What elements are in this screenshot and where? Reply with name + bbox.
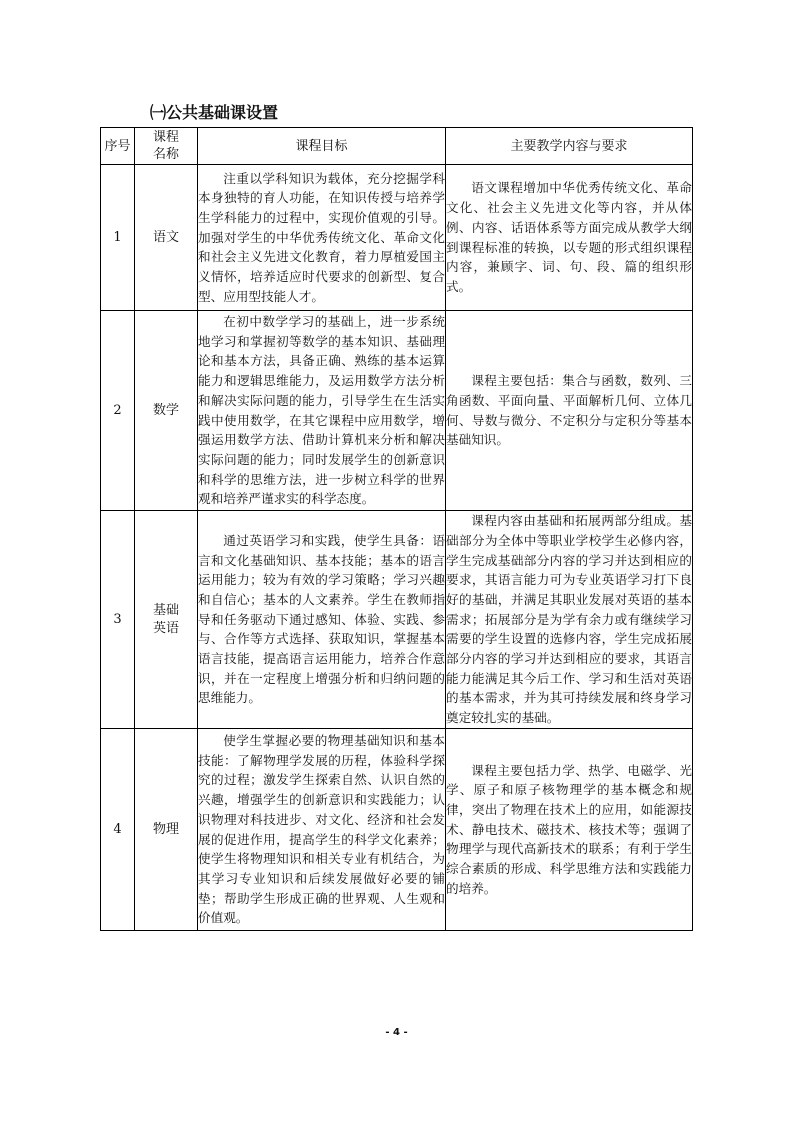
header-content: 主要教学内容与要求: [446, 128, 693, 165]
row-goal: 注重以学科知识为载体，充分挖掘学科本身独特的育人功能，在知识传授与培养学生学科能力的过程中，实现价值观的引导。加强对学生的中华优秀传统文化、革命文化和社会主义先进文化教育，着力厚植爱国主义情怀，培养适应时代要求的创新型、复合型、应用型技能人才。: [198, 165, 446, 311]
section-title: ㈠公共基础课设置: [150, 103, 279, 122]
header-goal: 课程目标: [198, 128, 446, 165]
row-goal: 在初中数学学习的基础上，进一步系统地学习和掌握初等数学的基本知识、基础理论和基本方法，具备正确、熟练的基本运算能力和逻辑思维能力，及运用数学方法分析和解决实际问题的能力，引导学生在生活实践中使用数学，在其它课程中应用数学，增强运用数学方法、借助计算机来分析和解决实际问题的能力；同时发展学生的创新意识和科学的思维方法，进一步树立科学的世界观和培养严谨求实的科学态度。: [198, 311, 446, 511]
row-content: 课程内容由基础和拓展两部分组成。基础部分为全体中等职业学校学生必修内容，学生完成基础部分内容的学习并达到相应的要求，其语言能力可为专业英语学习打下良好的基础，并满足其职业发展对英语的基本需求；拓展部分是为学有余力或有继续学习需要的学生设置的选修内容，学生完成拓展部分内容的学习并达到相应的要求，其语言能力能满足其今后工作、学习和生活对英语的基本需求，并为其可持续发展和终身学习奠定较扎实的基础。: [446, 511, 693, 729]
row-course-name: 语文: [135, 165, 198, 311]
table-row: [101, 511, 693, 729]
row-course-name: 数学: [135, 311, 198, 511]
row-goal: 使学生掌握必要的物理基础知识和基本技能：了解物理学发展的历程，体验科学探究的过程；激发学生探索自然、认识自然的兴趣，增强学生的创新意识和实践能力；认识物理对科技进步、对文化、经济和社会发展的促进作用，提高学生的科学文化素养；使学生将物理知识和相关专业有机结合，为其学习专业知识和后续发展做好必要的铺垫；帮助学生形成正确的世界观、人生观和价值观。: [198, 729, 446, 931]
page-number: - 4 -: [385, 1027, 408, 1038]
table-row: [101, 165, 693, 311]
header-num: 序号: [101, 128, 135, 165]
row-num: 4: [101, 729, 135, 931]
table-row: [101, 311, 693, 511]
table-header-row: [101, 128, 693, 165]
row-num: 3: [101, 511, 135, 729]
row-num: 1: [101, 165, 135, 311]
row-goal: 通过英语学习和实践，使学生具备：语言和文化基础知识、基本技能；基本的语言运用能力；较为有效的学习策略；学习兴趣和自信心；基本的人文素养。学生在教师指导和任务驱动下通过感知、体验、实践、参与、合作等方式选择、获取知识，掌握基本语言技能，提高语言运用能力，培养合作意识，并在一定程度上增强分析和归纳问题的思维能力。: [198, 511, 446, 729]
row-content: 课程主要包括力学、热学、电磁学、光学、原子和原子核物理学的基本概念和规律，突出了物理在技术上的应用，如能源技术、静电技术、磁技术、核技术等；强调了物理学与现代高新技术的联系；有利于学生综合素质的形成、科学思维方法和实践能力的培养。: [446, 729, 693, 931]
row-course-name: 基础英语: [135, 511, 198, 729]
row-course-name: 物理: [135, 729, 198, 931]
header-name: 课程名称: [135, 128, 198, 165]
table-row: [101, 729, 693, 931]
row-content: 课程主要包括：集合与函数，数列、三角函数、平面向量、平面解析几何、立体几何、导数与微分、不定积分与定积分等基本基础知识。: [446, 311, 693, 511]
course-table: [100, 127, 693, 931]
row-num: 2: [101, 311, 135, 511]
row-content: 语文课程增加中华优秀传统文化、革命文化、社会主义先进文化等内容，并从体例、内容、话语体系等方面完成从教学大纲到课程标准的转换，以专题的形式组织课程内容，兼顾字、词、句、段、篇的组织形式。: [446, 165, 693, 311]
